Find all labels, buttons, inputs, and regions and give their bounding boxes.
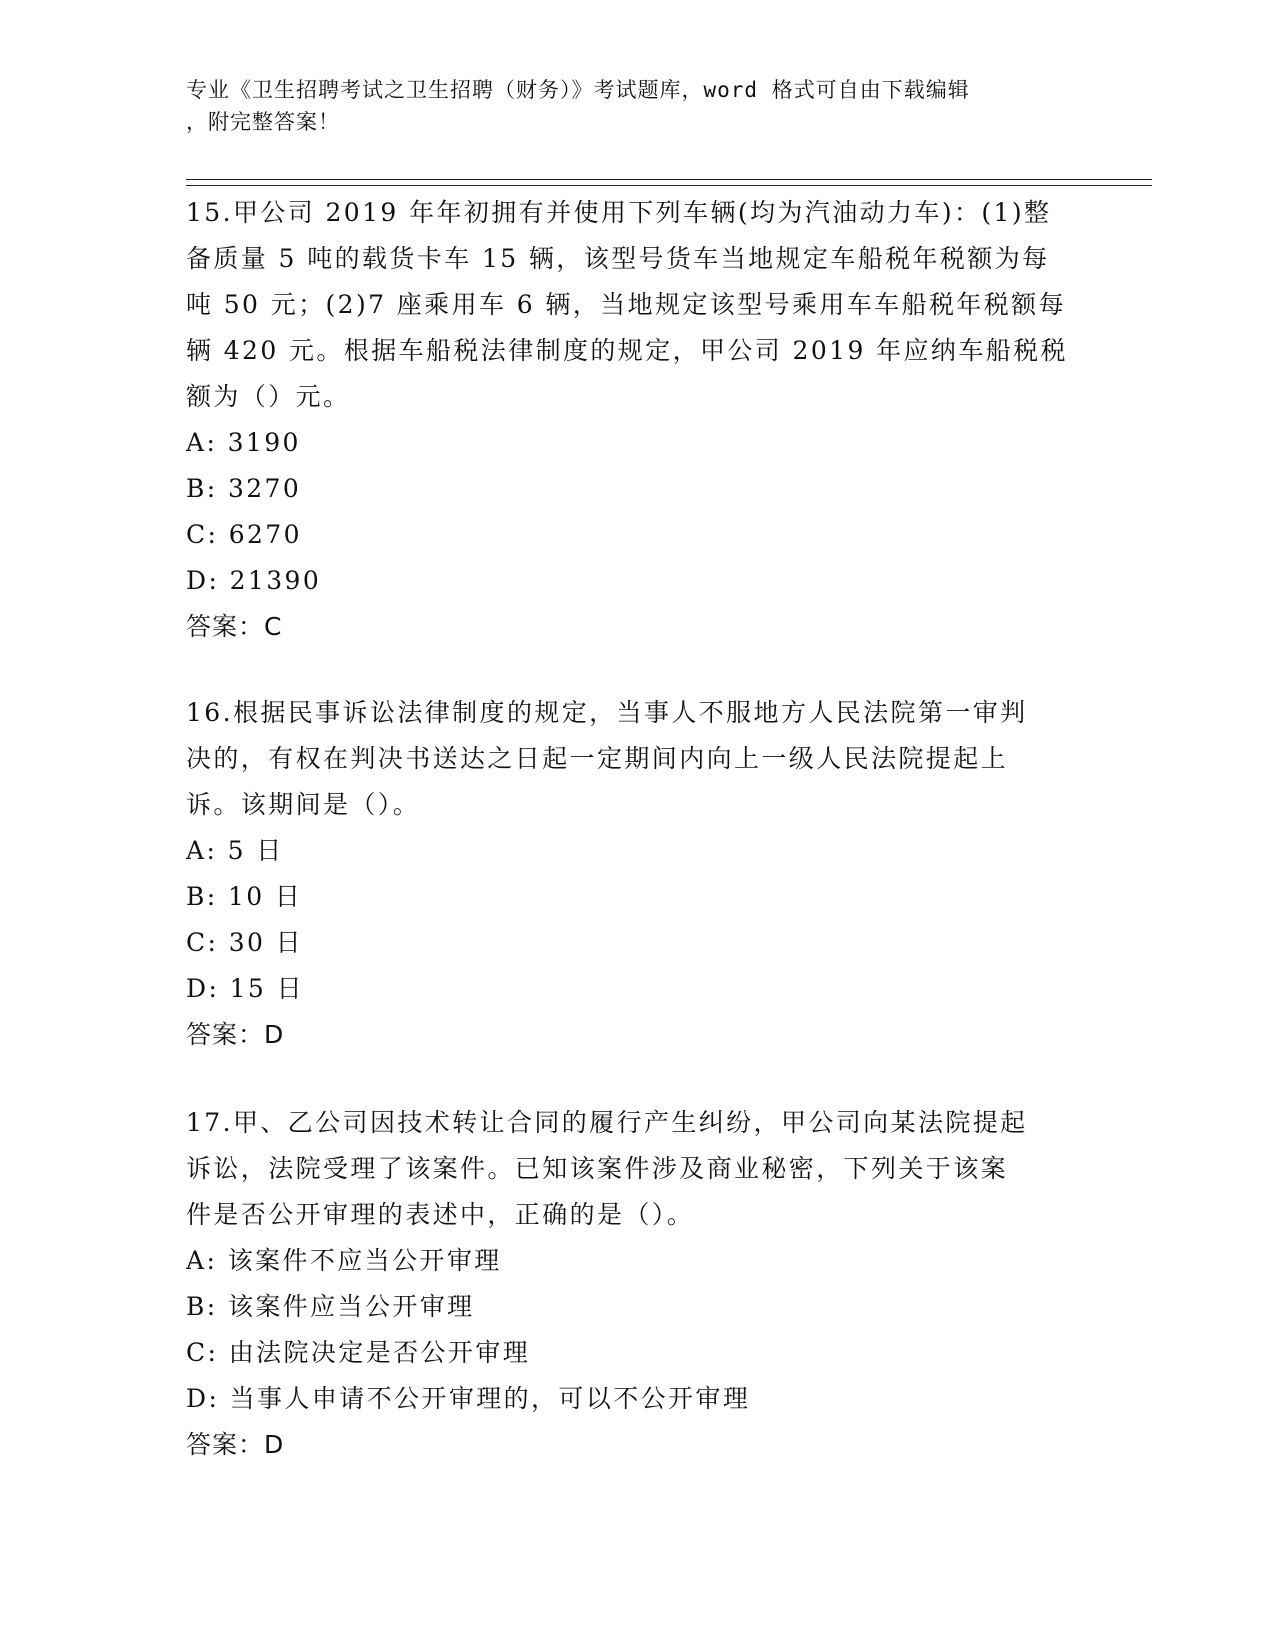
option-c: C: 由法院决定是否公开审理	[186, 1338, 531, 1367]
stem-line: 诉。该期间是（）。	[186, 790, 421, 819]
question-stem	[186, 690, 1086, 828]
stem-line: 备质量 5 吨的载货卡车 15 辆，该型号货车当地规定车船税年税额为每	[186, 244, 1050, 273]
option-a: A: 该案件不应当公开审理	[186, 1246, 502, 1275]
stem-line: 额为（）元。	[186, 382, 351, 411]
option-b: B: 3270	[186, 474, 302, 503]
header-divider-bottom	[186, 185, 1152, 186]
stem-line: 17.甲、乙公司因技术转让合同的履行产生纠纷，甲公司向某法院提起	[186, 1108, 1028, 1137]
document-header	[186, 74, 1086, 138]
question-15	[186, 190, 1086, 650]
stem-line: 吨 50 元；(2)7 座乘用车 6 辆，当地规定该型号乘用车车船税年税额每	[186, 290, 1066, 319]
option-a: A: 5 日	[186, 836, 284, 865]
stem-line: 辆 420 元。根据车船税法律制度的规定，甲公司 2019 年应纳车船税税	[186, 336, 1068, 365]
option-c: C: 6270	[186, 520, 302, 549]
stem-line: 决的，有权在判决书送达之日起一定期间内向上一级人民法院提起上	[186, 744, 1009, 773]
option-b: B: 10 日	[186, 882, 303, 911]
answer-line: 答案：C	[186, 612, 283, 641]
question-17	[186, 1100, 1086, 1468]
option-d: D: 21390	[186, 566, 322, 595]
stem-line: 诉讼，法院受理了该案件。已知该案件涉及商业秘密，下列关于该案	[186, 1154, 1009, 1183]
option-list	[186, 828, 1086, 1012]
option-d: D: 15 日	[186, 974, 304, 1003]
option-b: B: 该案件应当公开审理	[186, 1292, 475, 1321]
answer-line: 答案：D	[186, 1430, 285, 1459]
question-stem	[186, 1100, 1086, 1238]
question-16	[186, 690, 1086, 1058]
option-a: A: 3190	[186, 428, 301, 457]
question-stem	[186, 190, 1086, 420]
option-c: C: 30 日	[186, 928, 304, 957]
header-divider-top	[186, 179, 1152, 180]
stem-line: 件是否公开审理的表述中，正确的是（）。	[186, 1200, 695, 1229]
header-line-1: 专业《卫生招聘考试之卫生招聘（财务）》考试题库，word 格式可自由下载编辑	[186, 78, 970, 102]
option-d: D: 当事人申请不公开审理的，可以不公开审理	[186, 1384, 751, 1413]
stem-line: 16.根据民事诉讼法律制度的规定，当事人不服地方人民法院第一审判	[186, 698, 1028, 727]
option-list	[186, 420, 1086, 604]
header-line-2: ，附完整答案！	[186, 110, 340, 134]
answer-line: 答案：D	[186, 1020, 285, 1049]
option-list	[186, 1238, 1086, 1422]
stem-line: 15.甲公司 2019 年年初拥有并使用下列车辆(均为汽油动力车)：(1)整	[186, 198, 1052, 227]
